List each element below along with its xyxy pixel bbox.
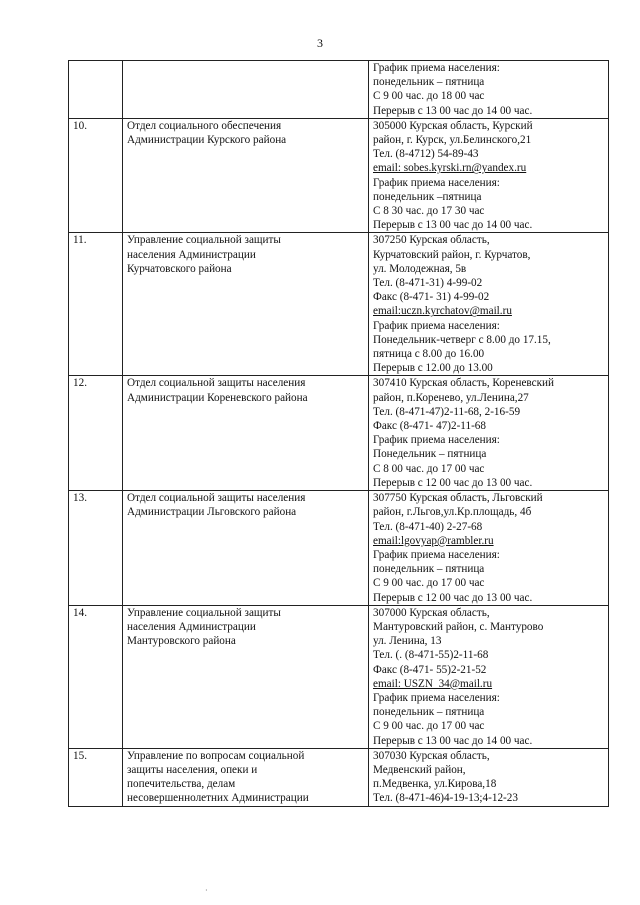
- contact-line: График приема населения:: [373, 176, 500, 189]
- email-line[interactable]: email: sobes.kyrski.rn@yandex.ru: [373, 162, 527, 175]
- table-row: [69, 376, 609, 491]
- contact-line: С 8 30 час. до 17 30 час: [373, 205, 485, 218]
- contact-line: 307750 Курская область, Льговский: [373, 492, 543, 505]
- contact-line: Факс (8-471- 47)2-11-68: [373, 420, 486, 433]
- contact-line: Перерыв с 12.00 до 13.00: [373, 362, 493, 375]
- contact-line: Курчатовский район, г. Курчатов,: [373, 248, 531, 261]
- email-line[interactable]: email: USZN_34@mail.ru: [373, 677, 493, 690]
- page-number: 3: [317, 36, 323, 50]
- contact-line: График приема населения:: [373, 434, 500, 447]
- name-line: Отдел социальной защиты населения: [127, 492, 306, 505]
- name-line: защиты населения, опеки и: [127, 763, 258, 776]
- contact-line: Мантуровский район, с. Мантурово: [373, 620, 544, 633]
- table-row: [69, 118, 609, 233]
- contact-line: 307410 Курская область, Кореневский: [373, 377, 555, 390]
- contact-line: район, п.Коренево, ул.Ленина,27: [373, 391, 529, 404]
- table-row: [69, 491, 609, 606]
- email-line[interactable]: email:uczn.kyrchatov@mail.ru: [373, 305, 512, 318]
- table-body: [69, 61, 609, 807]
- contact-line: Перерыв с 12 00 час до 13 00 час.: [373, 591, 533, 604]
- table-row: [69, 748, 609, 806]
- contact-line: График приема населения:: [373, 691, 500, 704]
- contact-line: Перерыв с 13 00 час до 14 00 час.: [373, 104, 533, 117]
- name-line: Отдел социальной защиты населения: [127, 377, 306, 390]
- name-line: Курчатовского района: [127, 262, 232, 275]
- contact-line: ул. Молодежная, 5в: [373, 262, 467, 275]
- scan-dot: ·: [205, 886, 208, 895]
- contact-line: район, г. Курск, ул.Белинского,21: [373, 134, 532, 147]
- organization-name: [123, 748, 369, 806]
- contact-line: График приема населения:: [373, 62, 500, 74]
- name-line: населения Администрации: [127, 248, 256, 261]
- table-row: [69, 605, 609, 748]
- contact-line: понедельник – пятница: [373, 563, 485, 576]
- organization-name: [123, 491, 369, 606]
- name-line: Администрации Льговского района: [127, 506, 297, 519]
- table-row: [69, 61, 609, 119]
- row-number: 10.: [69, 118, 123, 233]
- contact-line: Тел. (. (8-471-55)2-11-68: [373, 649, 489, 662]
- name-line: Управление социальной защиты: [127, 234, 281, 247]
- row-number: [69, 61, 123, 119]
- row-number: 14.: [69, 605, 123, 748]
- contact-line: Тел. (8-471-40) 2-27-68: [373, 520, 483, 533]
- contacts-table: [68, 60, 609, 807]
- contact-line: п.Медвенка, ул.Кирова,18: [373, 778, 497, 791]
- contact-line: Тел. (8-471-47)2-11-68, 2-16-59: [373, 405, 521, 418]
- organization-name: [123, 605, 369, 748]
- contact-line: 305000 Курская область, Курский: [373, 119, 533, 132]
- name-line: Отдел социального обеспечения: [127, 119, 282, 132]
- contact-line: 307030 Курская область,: [373, 749, 490, 762]
- contact-line: Тел. (8-4712) 54-89-43: [373, 148, 479, 161]
- contact-info: [369, 605, 609, 748]
- name-line: Администрации Кореневского района: [127, 391, 308, 404]
- contact-line: Понедельник – пятница: [373, 448, 487, 461]
- contact-line: 307000 Курская область,: [373, 606, 490, 619]
- contact-info: [369, 233, 609, 376]
- contact-line: понедельник – пятница: [373, 76, 485, 89]
- row-number: 13.: [69, 491, 123, 606]
- contact-line: Понедельник-четверг с 8.00 до 17.15,: [373, 333, 551, 346]
- organization-name: [123, 233, 369, 376]
- row-number: 12.: [69, 376, 123, 491]
- contact-line: С 9 00 час. до 18 00 час: [373, 90, 485, 103]
- contact-line: Перерыв с 13 00 час до 14 00 час.: [373, 219, 533, 232]
- contact-line: С 9 00 час. до 17 00 час: [373, 720, 485, 733]
- contact-info: [369, 748, 609, 806]
- organization-name: [123, 61, 369, 119]
- row-number: 11.: [69, 233, 123, 376]
- contact-line: понедельник – пятница: [373, 706, 485, 719]
- contact-line: График приема населения:: [373, 548, 500, 561]
- organization-name: [123, 376, 369, 491]
- contact-line: понедельник –пятница: [373, 190, 482, 203]
- name-line: населения Администрации: [127, 620, 256, 633]
- contact-info: [369, 491, 609, 606]
- email-line[interactable]: email:lgovyap@rambler.ru: [373, 534, 494, 547]
- contact-line: График приема населения:: [373, 319, 500, 332]
- contact-line: пятница с 8.00 до 16.00: [373, 348, 485, 361]
- contact-line: ул. Ленина, 13: [373, 635, 442, 648]
- table-row: [69, 233, 609, 376]
- contact-line: Перерыв с 13 00 час до 14 00 час.: [373, 734, 533, 747]
- contact-line: С 9 00 час. до 17 00 час: [373, 577, 485, 590]
- contact-info: [369, 376, 609, 491]
- contact-info: [369, 61, 609, 119]
- contact-line: Медвенский район,: [373, 763, 466, 776]
- name-line: попечительства, делам: [127, 778, 236, 791]
- contact-line: район, г.Льгов,ул.Кр.площадь, 4б: [373, 506, 532, 519]
- name-line: Мантуровского района: [127, 635, 236, 648]
- contact-line: Факс (8-471- 31) 4-99-02: [373, 291, 490, 304]
- contact-line: Перерыв с 12 00 час до 13 00 час.: [373, 476, 533, 489]
- row-number: 15.: [69, 748, 123, 806]
- contact-info: [369, 118, 609, 233]
- name-line: Управление социальной защиты: [127, 606, 281, 619]
- contact-line: С 8 00 час. до 17 00 час: [373, 462, 485, 475]
- contact-line: Тел. (8-471-46)4-19-13;4-12-23: [373, 792, 518, 805]
- contact-line: 307250 Курская область,: [373, 234, 490, 247]
- name-line: Администрации Курского района: [127, 134, 287, 147]
- name-line: Управление по вопросам социальной: [127, 749, 305, 762]
- name-line: несовершеннолетних Администрации: [127, 792, 309, 805]
- organization-name: [123, 118, 369, 233]
- contact-line: Факс (8-471- 55)2-21-52: [373, 663, 487, 676]
- contact-line: Тел. (8-471-31) 4-99-02: [373, 277, 483, 290]
